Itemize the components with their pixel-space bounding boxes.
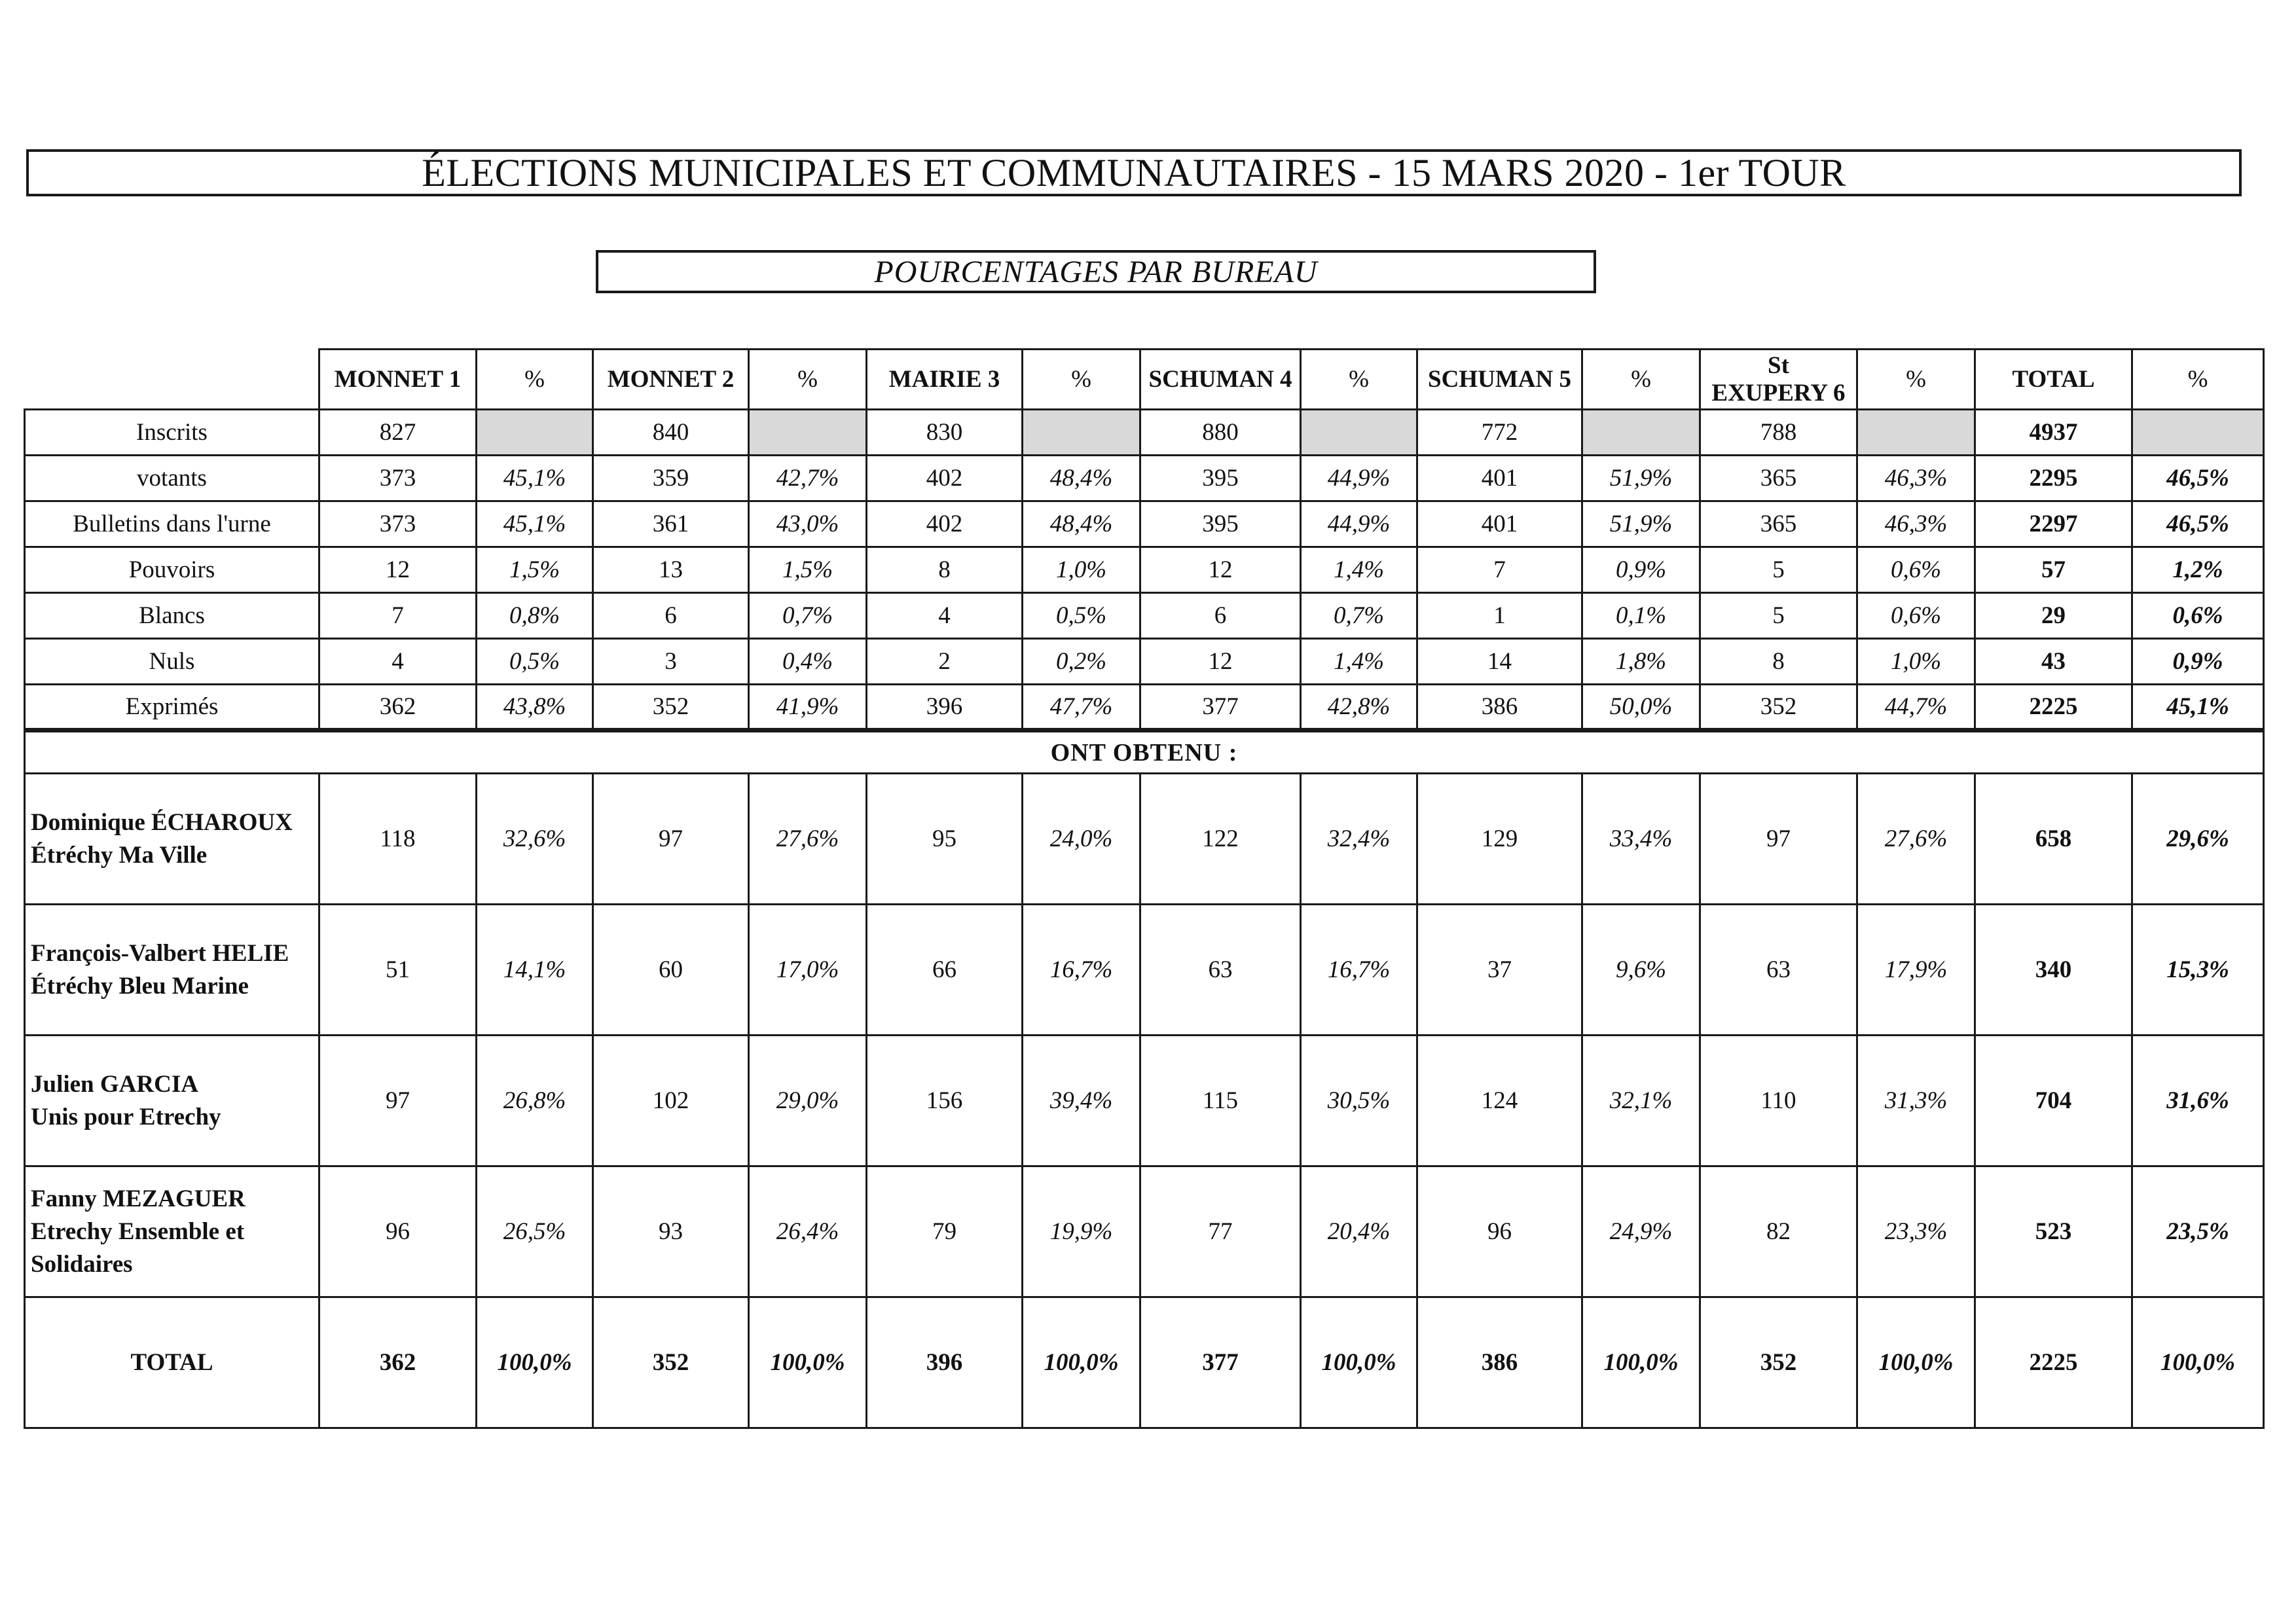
candidate-percent-cell: 31,3%: [1857, 1036, 1975, 1166]
candidate-percent-cell: 20,4%: [1301, 1166, 1417, 1297]
candidate-percent-cell: 15,3%: [2132, 905, 2264, 1036]
stat-value-cell: 402: [867, 501, 1023, 547]
total-percent-cell: 100,0%: [477, 1297, 593, 1428]
candidate-percent-cell: 19,9%: [1023, 1166, 1140, 1297]
stat-value-cell: 352: [593, 685, 749, 731]
total-votes-cell: 396: [867, 1297, 1023, 1428]
header-monnet-1: MONNET 1: [319, 350, 477, 410]
stat-percent-cell: 0,5%: [477, 639, 593, 685]
stat-value-cell: 2297: [1975, 501, 2132, 547]
stat-value-cell: 6: [593, 593, 749, 639]
candidate-votes-cell: 79: [867, 1166, 1023, 1297]
candidate-name-line1: François-Valbert HELIE: [31, 939, 289, 967]
candidate-votes-cell: 340: [1975, 905, 2132, 1036]
candidate-name-line1: Dominique ÉCHAROUX: [31, 808, 293, 836]
candidate-percent-cell: 39,4%: [1023, 1036, 1140, 1166]
stat-value-cell: 772: [1417, 410, 1582, 456]
candidate-votes-cell: 110: [1700, 1036, 1857, 1166]
candidate-percent-cell: 16,7%: [1301, 905, 1417, 1036]
stat-value-cell: 401: [1417, 456, 1582, 501]
total-votes-cell: 352: [593, 1297, 749, 1428]
stat-percent-cell: 46,3%: [1857, 501, 1975, 547]
candidate-percent-cell: 26,8%: [477, 1036, 593, 1166]
candidate-percent-cell: 23,5%: [2132, 1166, 2264, 1297]
stat-percent-cell: 42,7%: [749, 456, 867, 501]
stat-value-cell: 8: [1700, 639, 1857, 685]
stat-value-cell: 788: [1700, 410, 1857, 456]
stat-percent-cell: 44,9%: [1301, 501, 1417, 547]
stat-percent-cell: 0,7%: [749, 593, 867, 639]
stat-percent-cell: 0,6%: [2132, 593, 2264, 639]
header-pct: %: [1582, 350, 1700, 410]
stat-value-cell: 840: [593, 410, 749, 456]
candidate-percent-cell: 31,6%: [2132, 1036, 2264, 1166]
stat-percent-cell: 44,7%: [1857, 685, 1975, 731]
total-percent-cell: 100,0%: [1301, 1297, 1417, 1428]
stat-percent-cell: 0,1%: [1582, 593, 1700, 639]
candidate-name-cell: [25, 774, 319, 905]
candidate-votes-cell: 37: [1417, 905, 1582, 1036]
total-percent-cell: 100,0%: [1023, 1297, 1140, 1428]
stat-value-cell: 830: [867, 410, 1023, 456]
stat-value-cell: 7: [1417, 547, 1582, 593]
candidate-votes-cell: 97: [593, 774, 749, 905]
stat-row: [25, 639, 2264, 685]
section-label: ONT OBTENU :: [25, 731, 2264, 774]
stat-value-cell: 880: [1140, 410, 1301, 456]
stat-value-cell: 401: [1417, 501, 1582, 547]
stat-label: Inscrits: [25, 410, 319, 456]
total-percent-cell: 100,0%: [749, 1297, 867, 1428]
stat-percent-cell: [1301, 410, 1417, 456]
candidate-row: [25, 1166, 2264, 1297]
stat-percent-cell: 51,9%: [1582, 456, 1700, 501]
stat-percent-cell: 1,4%: [1301, 547, 1417, 593]
stat-label: votants: [25, 456, 319, 501]
candidate-percent-cell: 27,6%: [749, 774, 867, 905]
total-percent-cell: 100,0%: [1857, 1297, 1975, 1428]
candidate-percent-cell: 26,5%: [477, 1166, 593, 1297]
candidate-percent-cell: 23,3%: [1857, 1166, 1975, 1297]
stat-percent-cell: 45,1%: [477, 456, 593, 501]
candidate-votes-cell: 115: [1140, 1036, 1301, 1166]
stat-percent-cell: 48,4%: [1023, 501, 1140, 547]
stat-value-cell: 4: [319, 639, 477, 685]
stat-percent-cell: 43,0%: [749, 501, 867, 547]
candidate-percent-cell: 17,9%: [1857, 905, 1975, 1036]
stat-percent-cell: 42,8%: [1301, 685, 1417, 731]
candidate-percent-cell: 32,4%: [1301, 774, 1417, 905]
header-total: TOTAL: [1975, 350, 2132, 410]
stat-value-cell: 4937: [1975, 410, 2132, 456]
total-percent-cell: 100,0%: [2132, 1297, 2264, 1428]
stat-value-cell: 359: [593, 456, 749, 501]
stat-value-cell: 373: [319, 501, 477, 547]
total-votes-cell: 362: [319, 1297, 477, 1428]
candidate-name-cell: [25, 1036, 319, 1166]
candidate-percent-cell: 17,0%: [749, 905, 867, 1036]
stat-percent-cell: 46,5%: [2132, 456, 2264, 501]
stat-percent-cell: 0,4%: [749, 639, 867, 685]
stat-value-cell: 361: [593, 501, 749, 547]
candidate-percent-cell: 16,7%: [1023, 905, 1140, 1036]
header-row: [25, 350, 2264, 410]
header-schuman-4: SCHUMAN 4: [1140, 350, 1301, 410]
stat-percent-cell: 0,9%: [1582, 547, 1700, 593]
stat-value-cell: 386: [1417, 685, 1582, 731]
header-st-exupery-line1: St: [1768, 352, 1789, 379]
candidate-percent-cell: 24,9%: [1582, 1166, 1700, 1297]
stat-percent-cell: 41,9%: [749, 685, 867, 731]
header-pct: %: [1023, 350, 1140, 410]
candidate-percent-cell: 27,6%: [1857, 774, 1975, 905]
stat-percent-cell: [1857, 410, 1975, 456]
stat-row: [25, 501, 2264, 547]
candidate-percent-cell: 29,0%: [749, 1036, 867, 1166]
candidate-row: [25, 774, 2264, 905]
candidate-votes-cell: 129: [1417, 774, 1582, 905]
stat-percent-cell: 1,5%: [477, 547, 593, 593]
stat-percent-cell: 0,9%: [2132, 639, 2264, 685]
candidate-row: [25, 905, 2264, 1036]
header-pct: %: [2132, 350, 2264, 410]
stat-percent-cell: 1,8%: [1582, 639, 1700, 685]
stat-value-cell: 8: [867, 547, 1023, 593]
results-table: [24, 348, 2265, 1429]
candidate-votes-cell: 97: [1700, 774, 1857, 905]
stat-percent-cell: [1023, 410, 1140, 456]
stat-value-cell: 7: [319, 593, 477, 639]
stat-value-cell: 827: [319, 410, 477, 456]
stat-value-cell: 13: [593, 547, 749, 593]
section-band-row: [25, 731, 2264, 774]
stat-value-cell: 395: [1140, 456, 1301, 501]
candidate-name-line2: Etrechy Ensemble et: [31, 1218, 245, 1245]
stat-percent-cell: [477, 410, 593, 456]
header-corner: [25, 350, 319, 410]
stat-percent-cell: 0,5%: [1023, 593, 1140, 639]
stat-percent-cell: 0,8%: [477, 593, 593, 639]
stat-percent-cell: 1,4%: [1301, 639, 1417, 685]
stat-label: Blancs: [25, 593, 319, 639]
stat-value-cell: 4: [867, 593, 1023, 639]
stat-value-cell: 5: [1700, 547, 1857, 593]
stat-percent-cell: 1,5%: [749, 547, 867, 593]
candidate-votes-cell: 95: [867, 774, 1023, 905]
candidate-votes-cell: 658: [1975, 774, 2132, 905]
candidate-name-line2: Étréchy Ma Ville: [31, 841, 208, 869]
candidate-name-cell: [25, 905, 319, 1036]
total-votes-cell: 377: [1140, 1297, 1301, 1428]
candidate-percent-cell: 30,5%: [1301, 1036, 1417, 1166]
stat-label: Bulletins dans l'urne: [25, 501, 319, 547]
stat-row: [25, 456, 2264, 501]
stat-percent-cell: 50,0%: [1582, 685, 1700, 731]
candidate-votes-cell: 60: [593, 905, 749, 1036]
candidate-name-line1: Fanny MEZAGUER: [31, 1185, 246, 1212]
stat-value-cell: 12: [1140, 547, 1301, 593]
header-schuman-5: SCHUMAN 5: [1417, 350, 1582, 410]
candidate-votes-cell: 82: [1700, 1166, 1857, 1297]
header-pct: %: [1857, 350, 1975, 410]
candidate-votes-cell: 122: [1140, 774, 1301, 905]
stat-value-cell: 395: [1140, 501, 1301, 547]
stat-percent-cell: 0,6%: [1857, 593, 1975, 639]
stat-value-cell: 1: [1417, 593, 1582, 639]
candidate-name-line2: Unis pour Etrechy: [31, 1103, 221, 1130]
stat-value-cell: 365: [1700, 501, 1857, 547]
header-st-exupery-line2: EXUPERY 6: [1711, 379, 1846, 406]
stat-value-cell: 402: [867, 456, 1023, 501]
candidate-votes-cell: 51: [319, 905, 477, 1036]
header-pct: %: [477, 350, 593, 410]
candidate-votes-cell: 156: [867, 1036, 1023, 1166]
candidate-row: [25, 1036, 2264, 1166]
stat-label: Exprimés: [25, 685, 319, 731]
candidate-percent-cell: 29,6%: [2132, 774, 2264, 905]
candidate-votes-cell: 97: [319, 1036, 477, 1166]
stat-percent-cell: 46,3%: [1857, 456, 1975, 501]
stat-value-cell: 57: [1975, 547, 2132, 593]
stat-value-cell: 5: [1700, 593, 1857, 639]
stat-percent-cell: 45,1%: [2132, 685, 2264, 731]
total-row: [25, 1297, 2264, 1428]
candidate-votes-cell: 77: [1140, 1166, 1301, 1297]
stat-percent-cell: 44,9%: [1301, 456, 1417, 501]
stat-percent-cell: 51,9%: [1582, 501, 1700, 547]
candidate-votes-cell: 63: [1140, 905, 1301, 1036]
stat-row: [25, 685, 2264, 731]
candidate-percent-cell: 14,1%: [477, 905, 593, 1036]
stat-row: [25, 593, 2264, 639]
stat-value-cell: 3: [593, 639, 749, 685]
stat-percent-cell: [749, 410, 867, 456]
stat-value-cell: 396: [867, 685, 1023, 731]
candidate-votes-cell: 96: [1417, 1166, 1582, 1297]
total-votes-cell: 352: [1700, 1297, 1857, 1428]
candidate-votes-cell: 93: [593, 1166, 749, 1297]
stat-value-cell: 12: [1140, 639, 1301, 685]
stat-percent-cell: [2132, 410, 2264, 456]
candidate-percent-cell: 33,4%: [1582, 774, 1700, 905]
stat-label: Nuls: [25, 639, 319, 685]
candidate-name-line3: Solidaires: [31, 1250, 133, 1278]
candidate-votes-cell: 102: [593, 1036, 749, 1166]
stat-value-cell: 2225: [1975, 685, 2132, 731]
candidate-percent-cell: 24,0%: [1023, 774, 1140, 905]
candidate-name-line1: Julien GARCIA: [31, 1070, 198, 1098]
total-votes-cell: 2225: [1975, 1297, 2132, 1428]
total-votes-cell: 386: [1417, 1297, 1582, 1428]
stat-value-cell: 365: [1700, 456, 1857, 501]
document-subtitle: POURCENTAGES PAR BUREAU: [596, 250, 1596, 293]
stat-value-cell: 2295: [1975, 456, 2132, 501]
stat-value-cell: 6: [1140, 593, 1301, 639]
stat-percent-cell: 43,8%: [477, 685, 593, 731]
candidate-votes-cell: 66: [867, 905, 1023, 1036]
stat-value-cell: 43: [1975, 639, 2132, 685]
candidate-percent-cell: 9,6%: [1582, 905, 1700, 1036]
stat-value-cell: 12: [319, 547, 477, 593]
candidate-votes-cell: 63: [1700, 905, 1857, 1036]
stat-value-cell: 352: [1700, 685, 1857, 731]
stat-percent-cell: [1582, 410, 1700, 456]
header-pct: %: [1301, 350, 1417, 410]
stat-label: Pouvoirs: [25, 547, 319, 593]
stat-percent-cell: 48,4%: [1023, 456, 1140, 501]
stat-value-cell: 2: [867, 639, 1023, 685]
candidate-votes-cell: 118: [319, 774, 477, 905]
candidate-votes-cell: 124: [1417, 1036, 1582, 1166]
stat-percent-cell: 0,2%: [1023, 639, 1140, 685]
stat-percent-cell: 1,0%: [1857, 639, 1975, 685]
stat-value-cell: 14: [1417, 639, 1582, 685]
candidate-votes-cell: 523: [1975, 1166, 2132, 1297]
candidate-percent-cell: 26,4%: [749, 1166, 867, 1297]
stat-percent-cell: 0,7%: [1301, 593, 1417, 639]
stat-value-cell: 29: [1975, 593, 2132, 639]
candidate-votes-cell: 704: [1975, 1036, 2132, 1166]
candidate-percent-cell: 32,6%: [477, 774, 593, 905]
stat-percent-cell: 0,6%: [1857, 547, 1975, 593]
header-st-exupery-6: [1700, 350, 1857, 410]
stat-row: [25, 547, 2264, 593]
header-monnet-2: MONNET 2: [593, 350, 749, 410]
stat-percent-cell: 45,1%: [477, 501, 593, 547]
total-label: TOTAL: [25, 1297, 319, 1428]
candidate-percent-cell: 32,1%: [1582, 1036, 1700, 1166]
header-mairie-3: MAIRIE 3: [867, 350, 1023, 410]
header-pct: %: [749, 350, 867, 410]
stat-row: [25, 410, 2264, 456]
stat-percent-cell: 46,5%: [2132, 501, 2264, 547]
stat-percent-cell: 1,0%: [1023, 547, 1140, 593]
stat-percent-cell: 1,2%: [2132, 547, 2264, 593]
candidate-votes-cell: 96: [319, 1166, 477, 1297]
stat-value-cell: 373: [319, 456, 477, 501]
stat-percent-cell: 47,7%: [1023, 685, 1140, 731]
total-percent-cell: 100,0%: [1582, 1297, 1700, 1428]
candidate-name-cell: [25, 1166, 319, 1297]
candidate-name-line2: Étréchy Bleu Marine: [31, 972, 249, 1000]
document-title: ÉLECTIONS MUNICIPALES ET COMMUNAUTAIRES - 15 MARS 2020 - 1er TOUR: [26, 149, 2242, 196]
stat-value-cell: 377: [1140, 685, 1301, 731]
stat-value-cell: 362: [319, 685, 477, 731]
